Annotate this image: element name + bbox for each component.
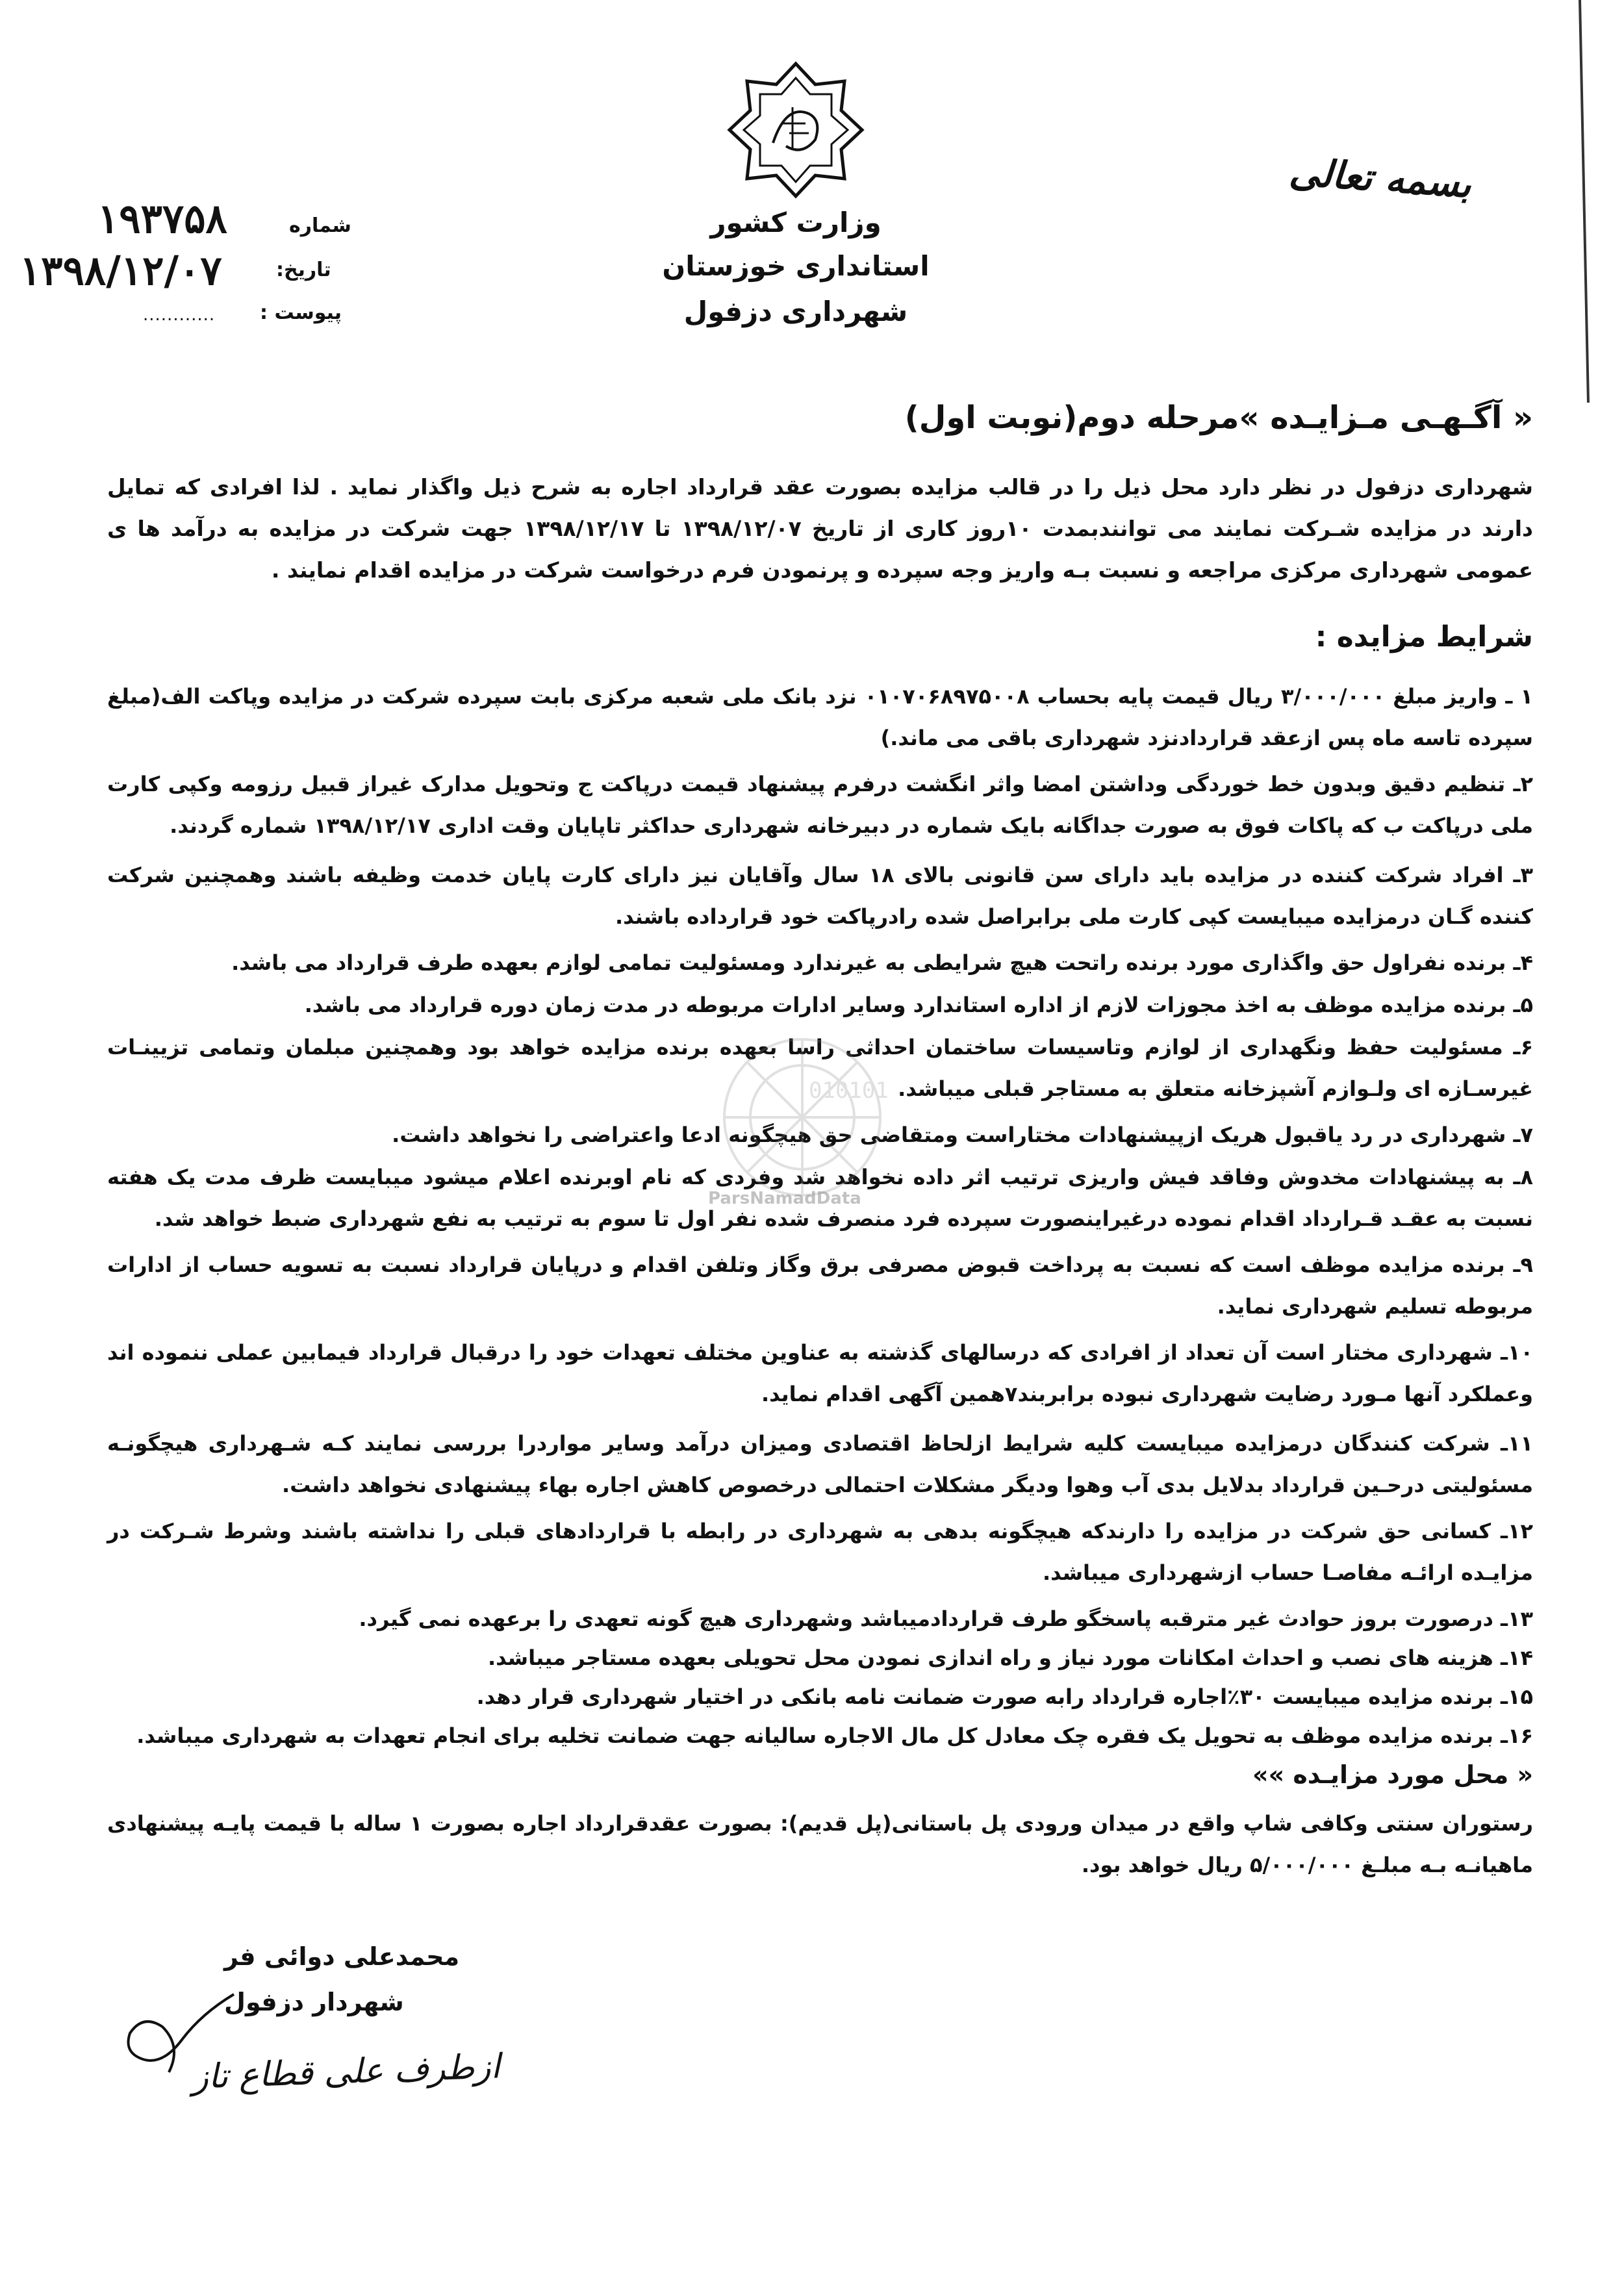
condition-item-1: ۱ ـ واریز مبلغ ۳/۰۰۰/۰۰۰ ریال قیمت پایه بحساب ۰۱۰۷۰۶۸۹۷۵۰۰۸ نزد بانک ملی شعبه مرکزی بابت سپرده شرکت در مزایده وپاکت الف(مبلغ سپرده تاسه ماه پس ازعقد قراردادنزد شهرداری باقی می ماند.): [107, 684, 1534, 750]
condition-item-12: ۱۲ـ کسانی حق شرکت در مزایده را دارندکه هیچگونه بدهی به شهرداری در رابطه با قراردادهای قبلی را نداشته باشند وشرط شـرکت در مزایـده ارائـه مفاصـا حساب ازشهرداری میباشد.: [107, 1519, 1533, 1585]
condition-item-4: ۴ـ برنده نفراول حق واگذاری مورد برنده راتحت هیچ شرایطی به غیرندارد ومسئولیت تمامی لوازم بعهده طرف قرارداد می باشد.: [231, 950, 1533, 975]
condition-item-16: ۱۶ـ برنده مزایده موظف به تحویل یک فقره چک معادل کل مال الاجاره سالیانه جهت ضمانت تخلیه برای انجام تعهدات به شهرداری میباشد.: [136, 1723, 1533, 1748]
notice-intro: شهرداری دزفول در نظر دارد محل ذیل را در قالب مزایده بصورت عقد قرارداد اجاره به شرح ذیل واگذار نماید . لذا افرادی که تمایل دارند در مزایده شـرکت نمایند می توانندبمدت ۱۰روز کاری از تاریخ ۱۳۹۸/۱۲/۰۷ تا ۱۳۹۸/۱۲/۱۷ جهت شرکت در مزایده به درآمد ها ی عمومی شهرداری مرکزی مراجعه و نسبت بـه واریز وجه سپرده و پرنمودن فرم درخواست شرکت در مزایده اقدام نمایند .: [107, 474, 1533, 583]
conditions-title: شرایط مزایده :: [1315, 620, 1533, 653]
condition-item-13: ۱۳ـ درصورت بروز حوادث غیر مترقبه پاسخگو طرف قراردادمیباشد وشهرداری هیچ گونه تعهدی را برعهده نمی گیرد.: [359, 1606, 1533, 1631]
condition-item-11: ۱۱ـ شرکت کنندگان درمزایده میبایست کلیه شرایط ازلحاظ اقتصادی ومیزان درآمد وسایر مواردرا بررسی نمایند کـه شـهرداری هیچگونـه مسئولیتی درحـین قرارداد بدلایل بدی آب وهوا ودیگر مشکلات احتمالی درخصوص کاهش اجاره بهاء پیشنهادی نخواهد داشت.: [107, 1431, 1533, 1497]
attachment-value: ............: [143, 305, 216, 325]
condition-item-9: ۹ـ برنده مزایده موظف است که نسبت به پرداخت قبوض مصرفی برق وگاز وتلفن اقدام و درپایان قرارداد نسبت به تسویه حساب از ادارات مربوطه تسلیم شهرداری نماید.: [107, 1252, 1533, 1319]
watermark-text: ParsNamadData: [708, 1189, 861, 1208]
bismillah-heading: بسمه تعالی: [1288, 149, 1473, 207]
attachment-label: پیوست :: [260, 301, 342, 324]
condition-item-14: ۱۴ـ هزینه های نصب و احداث امکانات مورد نیاز و راه اندازی نمودن محل تحویلی بعهده مستاجر میباشد.: [488, 1645, 1533, 1670]
condition-item-3: ۳ـ افراد شرکت کننده در مزایده باید دارای سن قانونی بالای ۱۸ سال وآقایان نیز دارای کارت پایان خدمت وظیفه باشند وهمچنین شرکت کننده گـان درمزایده میبایست کپی کارت ملی برابراصل شده رادرپاکت خود قرارداده باشند.: [107, 863, 1534, 929]
condition-item-5: ۵ـ برنده مزایده موظف به اخذ مجوزات لازم از اداره استاندارد وسایر ادارات مربوطه در مدت زمان دوره قرارداد می باشد.: [304, 993, 1533, 1017]
province-name: استانداری خوزستان: [662, 250, 930, 282]
number-label: شماره: [289, 214, 351, 237]
date-value: ۱۳۹۸/۱۲/۰۷: [19, 247, 222, 294]
condition-item-10: ۱۰ـ شهرداری مختار است آن تعداد از افرادی که درسالهای گذشته به عناوین مختلف تعهدات خود را درقبال قرارداد فیمابین عملی ننموده اند وعملکرد آنها مـورد رضایت شهرداری نبوده برابربند۷همین آگهی اقدام نماید.: [107, 1340, 1533, 1406]
condition-item-6: ۶ـ مسئولیت حفظ ونگهداری از لوازم وتاسیسات ساختمان احداثی راسا بعهده برنده مزایده خواهد بود وهمچنین مبلمان وتمامی تزیینـات غیرسـازه ای ولـوازم آشپزخانه متعلق به مستاجر قبلی میباشد.: [107, 1035, 1533, 1101]
signatory-name: محمدعلی دوائی فر: [224, 1942, 460, 1971]
location-title: « محل مورد مزایـده »»: [1252, 1760, 1533, 1789]
signatory-position: شهردار دزفول: [224, 1988, 404, 2016]
condition-item-15: ۱۵ـ برنده مزایده میبایست ۳۰٪اجاره قرارداد رابه صورت ضمانت نامه بانکی در اختیار شهرداری قرار دهد.: [476, 1684, 1533, 1709]
number-value: ۱۹۳۷۵۸: [97, 195, 227, 242]
municipality-emblem-icon: [724, 58, 867, 201]
ministry-name: وزارت کشور: [710, 207, 882, 238]
municipality-name: شهرداری دزفول: [683, 296, 908, 327]
location-text: رستوران سنتی وکافی شاپ واقع در میدان ورودی پل باستانی(پل قدیم): بصورت عقدقرارداد اجاره بصورت ۱ ساله با قیمت پایـه پیشنهادی ماهیانـه بـه مبلـغ ۵/۰۰۰/۰۰۰ ریال خواهد بود.: [107, 1811, 1534, 1877]
condition-item-7: ۷ـ شهرداری در رد یاقبول هریک ازپیشنهادات مختاراست ومتقاضی حق هیچگونه ادعا واعتراضی را نخواهد داشت.: [392, 1123, 1533, 1147]
notice-title: « آگـهـی مـزایـده »مرحله دوم(نوبت اول): [904, 400, 1533, 436]
watermark-digits: 010101: [809, 1078, 889, 1104]
page-edge-line: [1579, 0, 1590, 403]
handwritten-note: ازطرف علی قطاع تاز: [191, 2047, 501, 2097]
condition-item-8: ۸ـ به پیشنهادات مخدوش وفاقد فیش واریزی ترتیب اثر داده نخواهد شد وفردی که نام اوبرنده اعلام میشود میبایست ظرف مدت یک هفته نسبت به عقـد قـرارداد اقدام نموده درغیراینصورت سپرده فرد منصرف شده نفر اول تا سوم به ترتیب به نفع شهرداری ضبط خواهد شد.: [107, 1165, 1533, 1231]
condition-item-2: ۲ـ تنظیم دقیق وبدون خط خوردگی وداشتن امضا واثر انگشت درفرم پیشنهاد قیمت درپاکت ج وتحویل مدارک غیراز قبیل رزومه وکپی کارت ملی درپاکت ب که پاکات فوق به صورت جداگانه بایک شماره در دبیرخانه شهرداری حداکثر تاپایان وقت اداری ۱۳۹۸/۱۲/۱۷ شماره گردند.: [107, 772, 1533, 838]
date-label: تاریخ:: [276, 259, 331, 281]
